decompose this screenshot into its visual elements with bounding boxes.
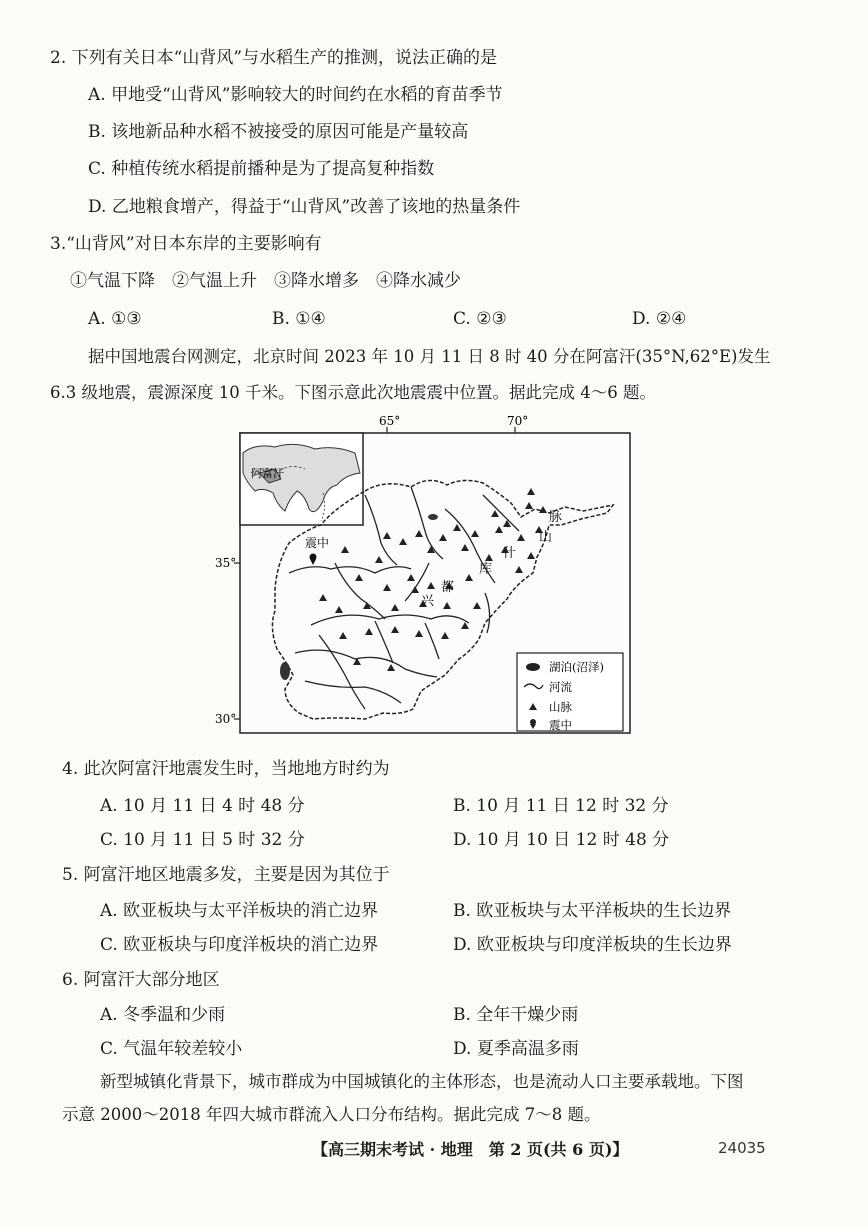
range-char-2: 都	[441, 580, 455, 595]
inset-label: 阿富汗	[251, 467, 284, 480]
range-char-5: 山	[539, 530, 553, 545]
q5-option-a: A. 欧亚板块与太平洋板块的消亡边界	[100, 901, 379, 921]
lake	[280, 662, 290, 680]
q4-option-b: B. 10 月 11 日 12 时 32 分	[453, 796, 669, 816]
q5-option-d: D. 欧亚板块与印度洋板块的生长边界	[453, 935, 732, 955]
q3-option-c: C. ②③	[453, 309, 507, 329]
intro1-line2: 6.3 级地震，震源深度 10 千米。下图示意此次地震震中位置。据此完成 4～6 题。	[50, 383, 656, 402]
range-char-3: 库	[479, 562, 493, 577]
legend-epicenter-label: 震中	[549, 718, 572, 732]
lat-label-35: 35°	[215, 556, 237, 570]
q6-option-b: B. 全年干燥少雨	[453, 1005, 579, 1025]
lon-label-65: 65°	[379, 414, 401, 428]
q5-option-b: B. 欧亚板块与太平洋板块的生长边界	[453, 901, 732, 921]
q3-stem: 3.“山背风”对日本东岸的主要影响有	[50, 234, 322, 254]
q2-option-c: C. 种植传统水稻提前播种是为了提高复种指数	[88, 159, 435, 179]
legend-lake-symbol	[526, 663, 540, 671]
lake	[428, 514, 438, 520]
q4-option-a: A. 10 月 11 日 4 时 48 分	[100, 796, 305, 816]
q4-option-d: D. 10 月 10 日 12 时 48 分	[453, 830, 670, 850]
intro2-line1: 新型城镇化背景下，城市群成为中国城镇化的主体形态，也是流动人口主要承载地。下图	[100, 1072, 744, 1091]
q2-option-d: D. 乙地粮食增产，得益于“山背风”改善了该地的热量条件	[88, 197, 521, 217]
legend-mountain-label: 山脉	[549, 700, 572, 714]
q2-stem: 2. 下列有关日本“山背风”与水稻生产的推测，说法正确的是	[50, 48, 498, 68]
intro1-line1: 据中国地震台网测定，北京时间 2023 年 10 月 11 日 8 时 40 分在阿富汗(35°N,62°E)发生	[88, 347, 771, 366]
range-char-6: 脉	[549, 510, 563, 525]
paper-code: 24035	[718, 1139, 766, 1157]
range-char-4: 什	[503, 546, 517, 561]
q4-stem: 4. 此次阿富汗地震发生时，当地地方时约为	[62, 759, 390, 779]
q6-option-a: A. 冬季温和少雨	[100, 1005, 226, 1025]
q6-option-d: D. 夏季高温多雨	[453, 1039, 579, 1059]
page-footer: 【高三期末考试 · 地理 第 2 页(共 6 页)】	[312, 1140, 629, 1159]
q6-option-c: C. 气温年较差较小	[100, 1039, 243, 1059]
q3-option-a: A. ①③	[88, 309, 142, 329]
q2-option-b: B. 该地新品种水稻不被接受的原因可能是产量较高	[88, 122, 469, 142]
legend-lake-label: 湖泊(沼泽)	[549, 660, 604, 674]
inset-map	[240, 433, 363, 525]
q5-option-c: C. 欧亚板块与印度洋板块的消亡边界	[100, 935, 379, 955]
range-char-1: 兴	[421, 594, 435, 609]
q3-option-d: D. ②④	[632, 309, 687, 329]
map-legend	[517, 653, 623, 732]
lon-label-70: 70°	[507, 414, 529, 428]
q2-option-a: A. 甲地受“山背风”影响较大的时间约在水稻的育苗季节	[88, 85, 503, 105]
afghanistan-map	[215, 413, 655, 743]
legend-river-label: 河流	[549, 680, 572, 694]
q4-option-c: C. 10 月 11 日 5 时 32 分	[100, 830, 305, 850]
q5-stem: 5. 阿富汗地区地震多发，主要是因为其位于	[62, 865, 390, 885]
lat-label-30: 30°	[215, 712, 237, 726]
intro2-line2: 示意 2000～2018 年四大城市群流入人口分布结构。据此完成 7～8 题。	[62, 1105, 601, 1124]
q3-items: ①气温下降 ②气温上升 ③降水增多 ④降水减少	[70, 271, 461, 291]
epicenter-label: 震中	[305, 536, 330, 550]
q6-stem: 6. 阿富汗大部分地区	[62, 970, 220, 990]
q3-option-b: B. ①④	[272, 309, 326, 329]
